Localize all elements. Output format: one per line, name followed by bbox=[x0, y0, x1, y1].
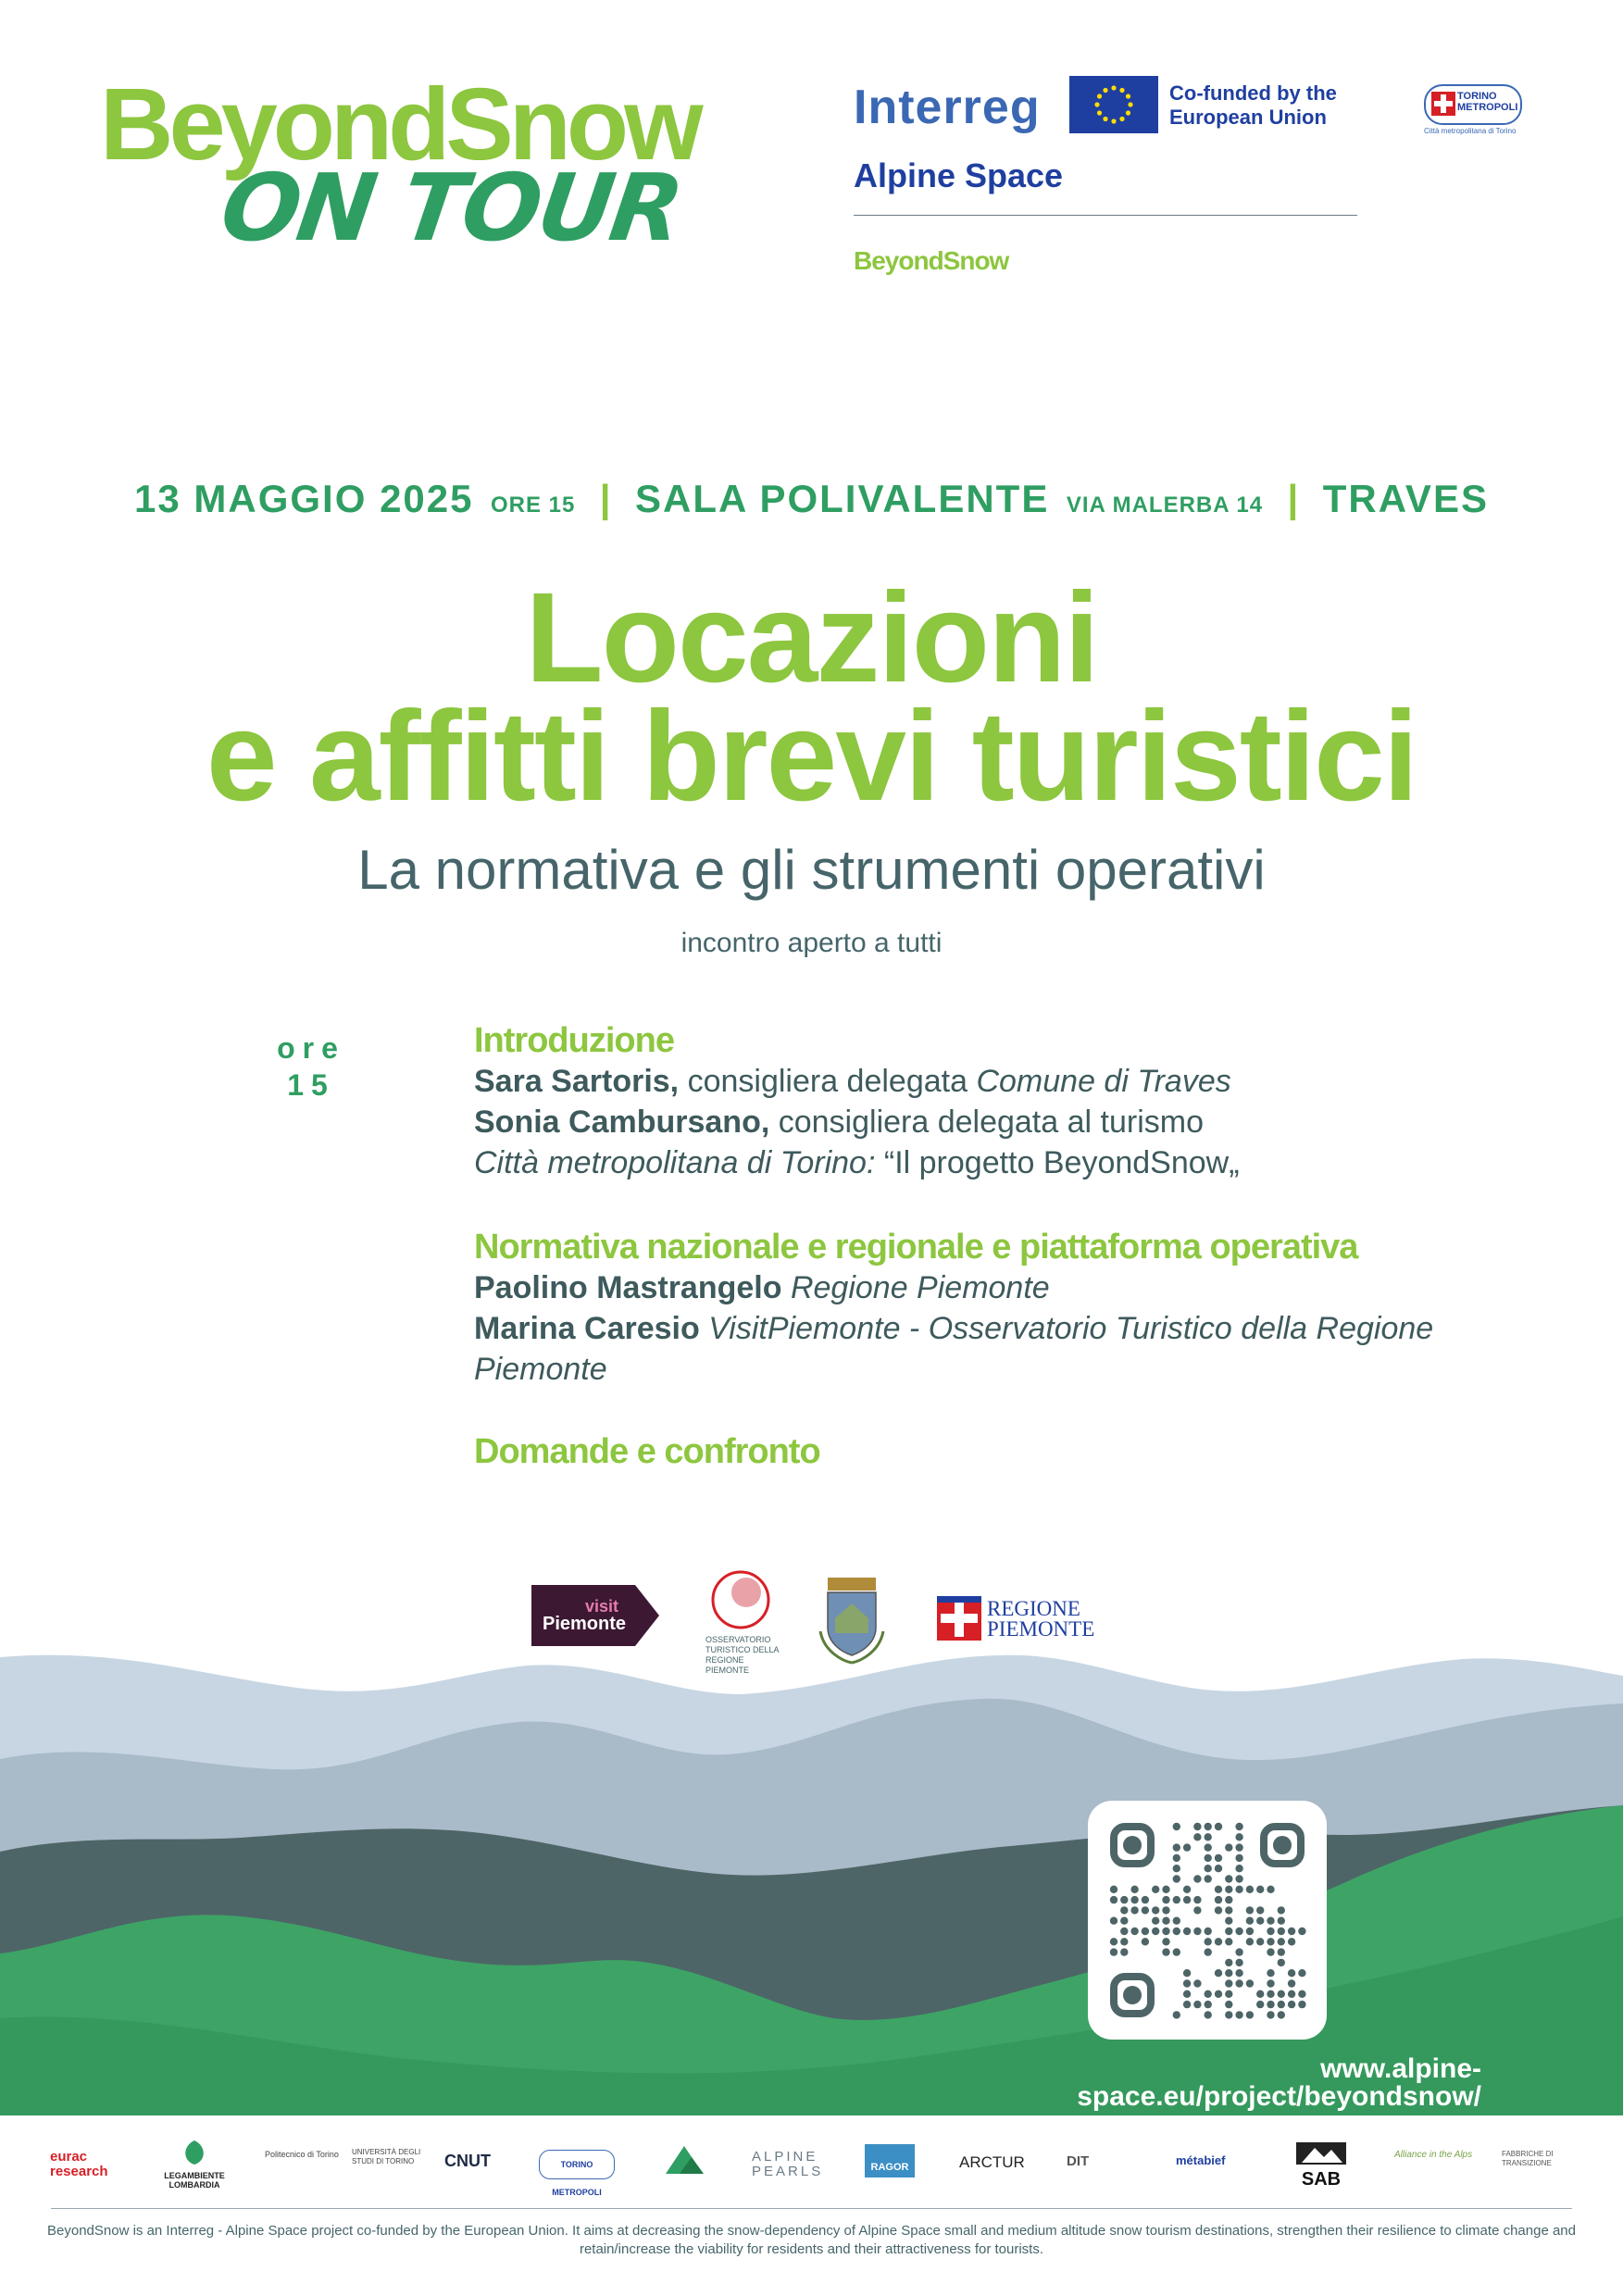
speaker-name: Sara Sartoris, bbox=[474, 1064, 680, 1099]
qr-dot bbox=[1130, 1928, 1138, 1935]
qr-dot bbox=[1267, 1969, 1274, 1977]
qr-dot bbox=[1267, 1990, 1274, 1998]
beyondsnow-logo-title: BeyondSnow bbox=[100, 68, 699, 181]
qr-dot bbox=[1205, 1938, 1212, 1945]
qr-dot bbox=[1193, 1875, 1201, 1882]
qr-code-icon[interactable] bbox=[1088, 1801, 1327, 2040]
project-url-link[interactable]: www.alpine-space.eu/project/beyondsnow/ bbox=[1077, 2053, 1481, 2112]
qr-dot bbox=[1205, 1928, 1212, 1935]
qr-dot bbox=[1256, 2001, 1264, 2008]
speaker-line bbox=[474, 1267, 1492, 1308]
footer-disclaimer: BeyondSnow is an Interreg - Alpine Space project co-funded by the European Union. It aims at decreasing the snow-dependency of Alpine Space small and medium altitude snow tourism destinations, strengthen their resilience to climate change and retain/increase the viability for residents and their attractiveness for tourists. bbox=[47, 2223, 1576, 2257]
qr-dot bbox=[1246, 2011, 1254, 2018]
section-heading: Introduzione bbox=[474, 1021, 674, 1060]
qr-dot bbox=[1256, 1886, 1264, 1893]
mountain-icon bbox=[661, 2140, 707, 2177]
program-section-normativa bbox=[474, 1227, 1492, 1390]
qr-dot bbox=[1278, 2011, 1285, 2018]
qr-dot bbox=[1120, 1948, 1128, 1955]
qr-dot bbox=[1142, 1928, 1149, 1935]
qr-dot bbox=[1193, 1896, 1201, 1903]
speaker-name: Marina Caresio bbox=[474, 1311, 700, 1346]
shield-icon bbox=[1431, 92, 1455, 116]
partner-logos-row bbox=[0, 2137, 1623, 2197]
qr-dot bbox=[1298, 1990, 1305, 1998]
qr-dot bbox=[1215, 1938, 1222, 1945]
footer-divider bbox=[51, 2208, 1572, 2209]
qr-dot bbox=[1183, 1969, 1191, 1977]
qr-dot bbox=[1235, 1823, 1242, 1830]
speaker-name: Paolino Mastrangelo bbox=[474, 1270, 782, 1305]
speaker-topic: “Il progetto BeyondSnow„ bbox=[883, 1145, 1240, 1180]
qr-dot bbox=[1130, 1886, 1138, 1893]
event-town: TRAVES bbox=[1322, 477, 1489, 520]
qr-dot bbox=[1120, 1938, 1128, 1945]
partner-logo-torino: TORINO METROPOLI bbox=[539, 2150, 615, 2179]
qr-dot bbox=[1225, 1843, 1232, 1851]
qr-dot bbox=[1152, 1928, 1159, 1935]
qr-dot bbox=[1246, 1917, 1254, 1925]
qr-dot bbox=[1130, 1906, 1138, 1914]
speaker-org: Città metropolitana di Torino: bbox=[474, 1145, 876, 1180]
qr-dot bbox=[1173, 1928, 1180, 1935]
torino-logo-text: TORINO METROPOLI bbox=[1457, 91, 1518, 113]
eu-cofunded-text: Co-funded by the European Union bbox=[1169, 81, 1337, 129]
qr-dot bbox=[1235, 1959, 1242, 1966]
event-date: 13 MAGGIO 2025 bbox=[134, 477, 474, 520]
qr-dot bbox=[1205, 1990, 1212, 1998]
qr-dot bbox=[1267, 1948, 1274, 1955]
speaker-org: Regione Piemonte bbox=[790, 1270, 1050, 1305]
qr-dot bbox=[1162, 1886, 1169, 1893]
header-divider bbox=[854, 215, 1357, 216]
qr-dot bbox=[1120, 1917, 1128, 1925]
torino-metropoli-logo bbox=[1424, 84, 1522, 125]
regione-word: REGIONE bbox=[987, 1597, 1080, 1620]
qr-dot bbox=[1215, 1823, 1222, 1830]
qr-dot bbox=[1120, 1896, 1128, 1903]
speaker-role: consigliera delegata bbox=[687, 1064, 968, 1099]
qr-dot bbox=[1278, 1959, 1285, 1966]
qr-dot bbox=[1235, 1833, 1242, 1841]
qr-dot bbox=[1215, 1865, 1222, 1872]
qr-dot bbox=[1162, 1938, 1169, 1945]
qr-dot bbox=[1235, 2011, 1242, 2018]
qr-dot bbox=[1110, 1896, 1117, 1903]
qr-dot bbox=[1183, 1896, 1191, 1903]
partner-logo-arctur: ARCTUR bbox=[959, 2153, 1025, 2171]
qr-dot bbox=[1267, 1928, 1274, 1935]
qr-dot bbox=[1130, 1896, 1138, 1903]
qr-dot bbox=[1225, 1959, 1232, 1966]
qr-dot bbox=[1288, 1969, 1295, 1977]
partner-logo-dit: DIT bbox=[1067, 2153, 1090, 2169]
qr-dot bbox=[1193, 1823, 1201, 1830]
program-section-questions bbox=[474, 1431, 1492, 1472]
qr-dot bbox=[1173, 1917, 1180, 1925]
qr-dot bbox=[1162, 1896, 1169, 1903]
torino-logo-subtext: Città metropolitana di Torino bbox=[1424, 127, 1517, 135]
qr-dot bbox=[1267, 2011, 1274, 2018]
qr-dot bbox=[1256, 1906, 1264, 1914]
qr-dot bbox=[1278, 1990, 1285, 1998]
partner-name: LEGAMBIENTE LOMBARDIA bbox=[164, 2171, 225, 2190]
partner-logo-sab bbox=[1296, 2142, 1346, 2190]
qr-dot bbox=[1246, 1886, 1254, 1893]
event-info-bar bbox=[0, 477, 1623, 520]
osservatorio-circle-icon bbox=[702, 1566, 785, 1631]
qr-dot bbox=[1162, 1906, 1169, 1914]
time-label: ore bbox=[277, 1031, 345, 1065]
separator: | bbox=[599, 477, 611, 520]
qr-dot bbox=[1152, 1917, 1159, 1925]
on-tour-logo-subtitle: ON TOUR bbox=[214, 154, 688, 262]
qr-dot bbox=[1256, 1990, 1264, 1998]
regione-piemonte-logo bbox=[937, 1596, 1094, 1642]
qr-dot bbox=[1193, 1979, 1201, 1987]
qr-dot bbox=[1193, 1906, 1201, 1914]
osservatorio-logo bbox=[702, 1566, 785, 1681]
qr-dot bbox=[1173, 1896, 1180, 1903]
partner-logo-alpine-pearls: ALPINE PEARLS bbox=[752, 2149, 824, 2179]
qr-dot bbox=[1205, 1843, 1212, 1851]
qr-dot bbox=[1288, 2001, 1295, 2008]
qr-dot bbox=[1246, 1928, 1254, 1935]
qr-dot bbox=[1205, 1823, 1212, 1830]
qr-dot bbox=[1183, 2001, 1191, 2008]
qr-dot bbox=[1278, 1906, 1285, 1914]
qr-dot bbox=[1246, 1906, 1254, 1914]
qr-dot bbox=[1267, 1938, 1274, 1945]
qr-dot bbox=[1173, 1854, 1180, 1862]
qr-dot bbox=[1142, 1906, 1149, 1914]
qr-dot bbox=[1183, 1843, 1191, 1851]
qr-dot bbox=[1215, 1854, 1222, 1862]
qr-dot bbox=[1235, 1948, 1242, 1955]
partner-logo-valli bbox=[652, 2140, 717, 2182]
partner-logo-metabief: métabief bbox=[1176, 2153, 1226, 2167]
qr-dot bbox=[1193, 1928, 1201, 1935]
qr-dot bbox=[1193, 2001, 1201, 2008]
qr-dot bbox=[1298, 1969, 1305, 1977]
traves-coat-of-arms-icon bbox=[815, 1572, 889, 1666]
qr-dot bbox=[1225, 1990, 1232, 1998]
piemonte-word: Piemonte bbox=[543, 1614, 627, 1634]
partner-logo-cnut: CNUT bbox=[444, 2152, 491, 2170]
qr-dot bbox=[1110, 1948, 1117, 1955]
sab-mountain-icon bbox=[1296, 2142, 1346, 2165]
qr-dot bbox=[1183, 1990, 1191, 1998]
speaker-org: VisitPiemonte - Osservatorio Turistico della Regione Piemonte bbox=[474, 1311, 1434, 1387]
qr-dot bbox=[1225, 1875, 1232, 1882]
qr-dot bbox=[1205, 2011, 1212, 2018]
qr-dot bbox=[1225, 1917, 1232, 1925]
interreg-logo: Interreg bbox=[854, 81, 1041, 134]
qr-dot bbox=[1225, 1938, 1232, 1945]
qr-dot bbox=[1215, 1990, 1222, 1998]
qr-dot bbox=[1235, 1928, 1242, 1935]
qr-dot bbox=[1173, 1948, 1180, 1955]
qr-dot bbox=[1225, 1969, 1232, 1977]
event-venue: SALA POLIVALENTE bbox=[635, 477, 1050, 520]
partner-logo-eurac: eurac research bbox=[50, 2149, 108, 2179]
mountain-landscape bbox=[0, 1648, 1623, 2115]
qr-dot bbox=[1267, 2001, 1274, 2008]
qr-dot bbox=[1288, 1990, 1295, 1998]
qr-dot bbox=[1173, 1865, 1180, 1872]
qr-dot bbox=[1235, 1865, 1242, 1872]
section-heading: Domande e confronto bbox=[474, 1432, 820, 1471]
osservatorio-text: OSSERVATORIO TURISTICO DELLA REGIONE PIEMONTE bbox=[705, 1635, 780, 1675]
partner-name: SAB bbox=[1301, 2169, 1342, 2190]
qr-dot bbox=[1173, 1843, 1180, 1851]
qr-dot bbox=[1173, 1823, 1180, 1830]
qr-dot bbox=[1162, 1917, 1169, 1925]
speaker-line bbox=[474, 1061, 1492, 1102]
qr-dot bbox=[1110, 1938, 1117, 1945]
open-event-note: incontro aperto a tutti bbox=[680, 928, 943, 958]
qr-dot bbox=[1205, 1833, 1212, 1841]
qr-dot bbox=[1246, 1938, 1254, 1945]
speaker-line bbox=[474, 1308, 1455, 1390]
page-title bbox=[0, 567, 1623, 828]
qr-dot bbox=[1215, 1906, 1222, 1914]
separator: | bbox=[1287, 477, 1299, 520]
partner-logo-unito: UNIVERSITÀ DEGLI STUDI DI TORINO bbox=[352, 2148, 421, 2165]
qr-dot bbox=[1205, 1875, 1212, 1882]
qr-dot bbox=[1215, 1886, 1222, 1893]
qr-dot bbox=[1235, 1886, 1242, 1893]
partner-logo-alliance-alps: Alliance in the Alps bbox=[1394, 2150, 1473, 2160]
qr-dot bbox=[1288, 1979, 1295, 1987]
qr-dot bbox=[1205, 2001, 1212, 2008]
qr-dot bbox=[1288, 1928, 1295, 1935]
qr-dot bbox=[1225, 1928, 1232, 1935]
partner-logo-legambiente bbox=[157, 2139, 231, 2190]
partner-logo-fabbriche: FABBRICHE DI TRANSIZIONE bbox=[1502, 2150, 1554, 2167]
leaf-icon bbox=[179, 2139, 210, 2166]
visit-piemonte-logo bbox=[531, 1585, 659, 1646]
qr-dot bbox=[1120, 1928, 1128, 1935]
speaker-org: Comune di Traves bbox=[976, 1064, 1231, 1099]
qr-dot bbox=[1235, 1979, 1242, 1987]
qr-dot bbox=[1225, 1979, 1232, 1987]
qr-dot bbox=[1152, 1886, 1159, 1893]
qr-dot bbox=[1215, 1969, 1222, 1977]
qr-dot bbox=[1298, 2001, 1305, 2008]
qr-code-card[interactable] bbox=[1088, 1801, 1327, 2040]
qr-dot bbox=[1278, 1948, 1285, 1955]
qr-dot bbox=[1162, 1928, 1169, 1935]
qr-dot bbox=[1183, 1886, 1191, 1893]
eu-flag-icon bbox=[1069, 76, 1158, 133]
qr-dot bbox=[1152, 1906, 1159, 1914]
qr-dot bbox=[1225, 2001, 1232, 2008]
partner-logo-polito: Politecnico di Torino bbox=[265, 2150, 339, 2159]
qr-dot bbox=[1278, 2001, 1285, 2008]
qr-dot bbox=[1267, 1979, 1274, 1987]
qr-dot bbox=[1225, 1896, 1232, 1903]
qr-dot bbox=[1298, 1928, 1305, 1935]
qr-dot bbox=[1288, 1938, 1295, 1945]
qr-dot bbox=[1142, 1896, 1149, 1903]
regione-shield-icon bbox=[937, 1596, 981, 1641]
section-heading: Normativa nazionale e regionale e piattaforma operativa bbox=[474, 1228, 1358, 1267]
speaker-role: consigliera delegata al turismo bbox=[778, 1104, 1204, 1140]
title-line-2: e affitti brevi turistici bbox=[206, 685, 1417, 828]
qr-dot bbox=[1193, 1833, 1201, 1841]
time-value: 15 bbox=[287, 1068, 335, 1102]
qr-dot bbox=[1235, 1854, 1242, 1862]
qr-dot bbox=[1205, 1865, 1212, 1872]
program-section-intro bbox=[474, 1020, 1492, 1183]
qr-dot bbox=[1278, 1917, 1285, 1925]
qr-dot bbox=[1235, 1843, 1242, 1851]
qr-dot bbox=[1235, 1969, 1242, 1977]
qr-dot bbox=[1246, 1979, 1254, 1987]
speaker-name: Sonia Cambursano, bbox=[474, 1104, 770, 1140]
event-address: VIA MALERBA 14 bbox=[1066, 493, 1264, 518]
qr-dot bbox=[1205, 1948, 1212, 1955]
qr-dot bbox=[1256, 1917, 1264, 1925]
qr-dot bbox=[1267, 1886, 1274, 1893]
qr-dot bbox=[1173, 2011, 1180, 2018]
qr-dot bbox=[1120, 1906, 1128, 1914]
qr-dot bbox=[1278, 1938, 1285, 1945]
qr-dot bbox=[1235, 1875, 1242, 1882]
partner-logo-ragor: RAGOR bbox=[865, 2144, 915, 2177]
speaker-line bbox=[474, 1102, 1492, 1142]
qr-dot bbox=[1225, 1906, 1232, 1914]
qr-dot bbox=[1183, 1928, 1191, 1935]
piemonte-word: PIEMONTE bbox=[987, 1617, 1095, 1641]
qr-dot bbox=[1110, 1917, 1117, 1925]
qr-dot bbox=[1162, 1948, 1169, 1955]
program-time bbox=[274, 1029, 348, 1104]
qr-dot bbox=[1215, 1896, 1222, 1903]
speaker-org-line bbox=[474, 1142, 1492, 1183]
qr-dot bbox=[1225, 2011, 1232, 2018]
beyondsnow-small-logo: BeyondSnow bbox=[854, 246, 1009, 275]
qr-dot bbox=[1278, 1928, 1285, 1935]
qr-dot bbox=[1256, 1938, 1264, 1945]
title-line-1: Locazioni bbox=[525, 567, 1098, 709]
qr-dot bbox=[1205, 1854, 1212, 1862]
qr-dot bbox=[1173, 1875, 1180, 1882]
alpine-space-label: Alpine Space bbox=[854, 156, 1064, 194]
qr-dot bbox=[1110, 1886, 1117, 1893]
qr-dot bbox=[1183, 1979, 1191, 1987]
qr-dot bbox=[1142, 1938, 1149, 1945]
qr-dot bbox=[1225, 1886, 1232, 1893]
qr-dot bbox=[1267, 1917, 1274, 1925]
event-time: ORE 15 bbox=[490, 493, 576, 518]
visit-word: visit bbox=[585, 1597, 619, 1616]
page-subtitle: La normativa e gli strumenti operativi bbox=[357, 839, 1266, 901]
